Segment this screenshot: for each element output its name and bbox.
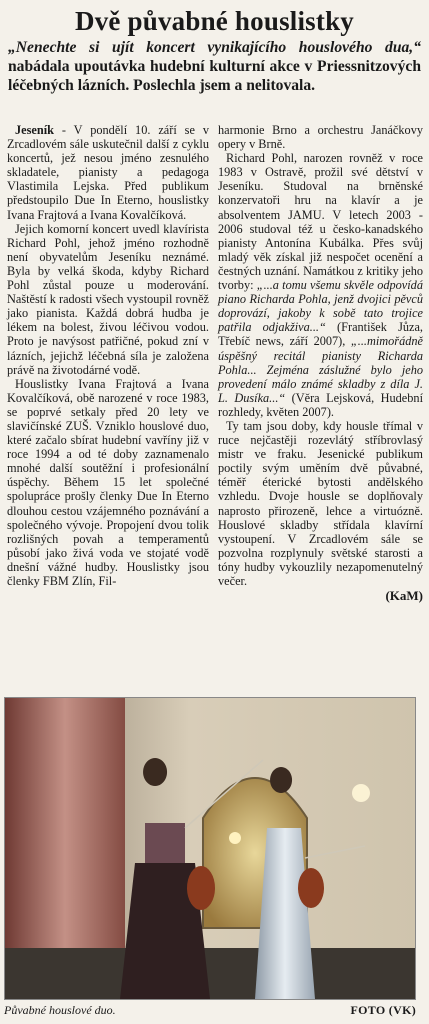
concert-photo — [4, 697, 416, 1000]
review-quote-1: „...a tomu všemu skvěle odpovídá piano Richarda Pohla, jenž dvojici pěvců doprovází, jakoby k sobě tato trojice patřila odjakživa...“ — [218, 278, 423, 335]
lead-text: nabádala upoutávka hudební kulturní akce v Priessnitzových léčebných lázních. Poslechla jsem a nelitovala. — [8, 58, 421, 94]
column-right — [218, 123, 423, 603]
paragraph-5: Ty tam jsou doby, kdy housle třímal v ruce nejčastěji rozevlátý stříbrovlasý mistr ve fraku. Jesenické publikum poctily svým uměním dvě půvabné, téměř éterické bytosti andělského vzhledu. Dvoje housle se doplňovaly naprosto přirozeně, lehce a virtuózně. Houslové skladby střídala klavírní vystoupení. V Zrcadlovém sále se pozvolna rozplynuly světské starosti a tóny hudby vykouzlily nezapomenutelný večer. — [218, 418, 423, 588]
review-quote-2: „...mimořádně úspěšný recitál pianisty Richarda Pohla... Zejména záslužné bylo jeho provedení málo známé skladby z díla J. L. Dusíka...“ — [218, 334, 423, 405]
photo-caption — [4, 1002, 422, 1018]
lead-paragraph — [8, 38, 421, 95]
photo-credit: FOTO (VK) — [350, 1003, 416, 1017]
paragraph-3-continued: harmonie Brno a orchestru Janáčkovy opery v Brně. — [218, 123, 423, 152]
paragraph-3: Houslistky Ivana Frajtová a Ivana Kovalčíková, obě narozené v roce 1983, se poprvé setkaly před 20 lety ve slavičínské ZUŠ. Vzniklo houslové duo, které začalo sbírat hudební vavříny již v roce 1994 a od té doby zaznamenalo mnohé další soutěžní i profesionální úspěchy. Během 15 let společné spolupráce prošly členky Due In Eterno dlouhou cestou vzájemného poznávání a společného vývoje. Propojení dvou tolik rozlišných povah a temperamentů působí jako živá voda ve stojaté vodě dnešní vážné hudby. Houslistky jsou členky FBM Zlín, Fil- — [7, 376, 209, 588]
caption-text: Půvabné houslové duo. — [4, 1003, 116, 1017]
paragraph-1 — [7, 123, 209, 222]
lead-quote: „Nenechte si ujít koncert vynikajícího houslového dua,“ — [8, 39, 421, 56]
review-source-1: (František Jůza, Třebíč news, září 2007), — [218, 320, 424, 349]
column-left — [7, 123, 209, 588]
dateline-place: Jeseník — [15, 123, 54, 137]
review-source-2: (Věra Lejsková, Hudební rozhledy, květen 2007). — [218, 390, 423, 419]
paragraph-4 — [218, 151, 423, 419]
paragraph-2: Jejich komorní koncert uvedl klavírista Richard Pohl, jehož jméno rozhodně není obyvatelům Jeseníku neznámé. Byla by velká škoda, kdyby Richard Pohl zůstal pouze u moderování. Naštěstí k radosti všech vystoupil rovněž jako pianista. Každá dobrá hudba je lékem na bolest, živou léčivou vodou. Proto je navýsost patřičné, pokud zní v lázních, jejichž léčebná síla je založena právě na životodárné vodě. — [7, 221, 209, 377]
author-byline: (KaM) — [385, 588, 423, 604]
paragraph-4-text: Richard Pohl, narozen rovněž v roce 1983 v Ostravě, prožil své dětství v Jeseníku. Studoval na brněnské konzervatoři hru na klavír a je absolventem JAMU. V letech 2003 - 2006 studoval též u česko-kanadského pianisty Antonína Kubálka. Přes svůj mladý věk získal již nespočet ocenění a čestných uznání. Namátkou z kritiky jeho tvorby: — [218, 151, 423, 293]
headline: Dvě půvabné houslistky — [75, 6, 354, 36]
paragraph-1-text: - V pondělí 10. září se v Zrcadlovém sále uskutečnil další z cyklu koncertů, jež nesou jméno zesnulého skladatele, pianisty a pedagoga Vlastimila Lejska. Před publikum předstoupilo Due In Eterno, houslistky Ivana Frajtová a Ivana Kovalčíková. — [7, 123, 209, 222]
